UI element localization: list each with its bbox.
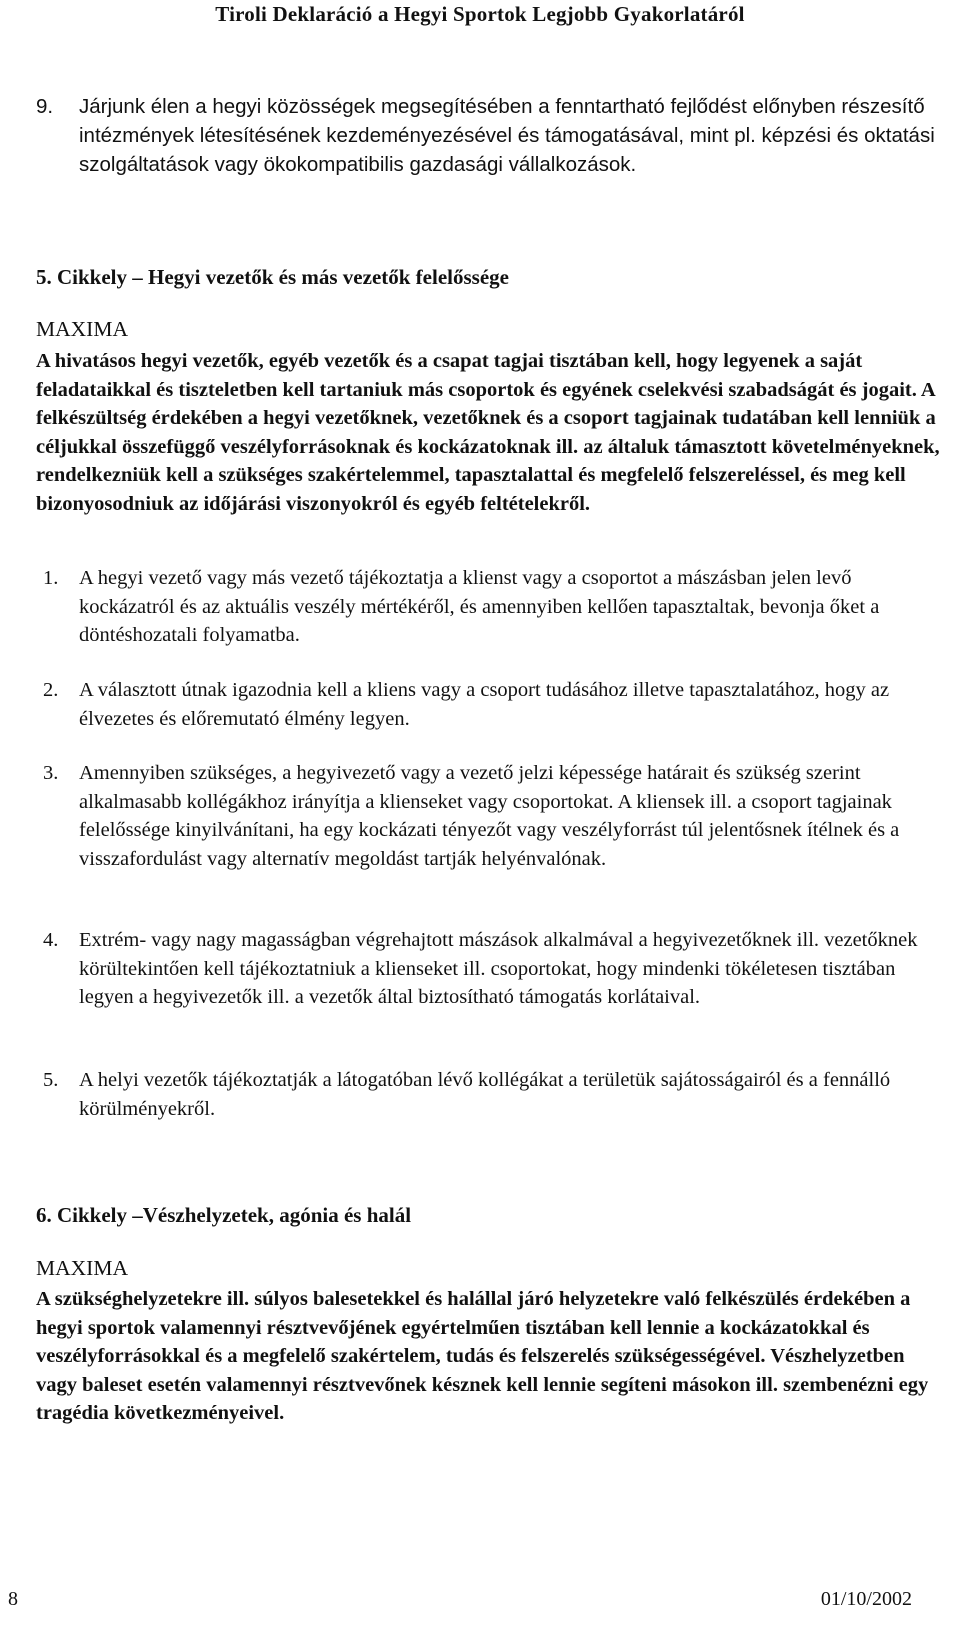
article-5-item-4	[43, 926, 933, 1012]
article-5-heading: 5. Cikkely – Hegyi vezetők és más vezetők felelőssége	[36, 265, 509, 289]
article-5-item-1	[43, 564, 933, 650]
item-text: A hegyi vezető vagy más vezető tájékoztatja a klienst vagy a csoportot a mászásban jelen levő kockázatról és az aktuális veszély mértékéről, és amennyiben kellően tapasztaltak, bevonja őket a döntéshozatali folyamatba.	[79, 567, 880, 646]
footer-page-number: 8	[8, 1588, 18, 1610]
item-text: Extrém- vagy nagy magasságban végrehajtott mászások alkalmával a hegyivezetőknek ill. vezetőknek körültekintően kell tájékoztatniuk a klienseket ill. csoportokat, hogy mindenki tökéletesen tisztában legyen a hegyivezetők ill. a vezetők által biztosítható támogatás korlátaival.	[79, 929, 918, 1008]
article-5-item-2	[43, 676, 933, 733]
item-text: A helyi vezetők tájékoztatják a látogatóban lévő kollégákat a területük sajátosságairól és a fennálló körülményekről.	[79, 1069, 891, 1120]
item-number: 1.	[43, 567, 59, 589]
item-number: 2.	[43, 679, 59, 701]
item-number: 5.	[43, 1069, 59, 1091]
item-number: 3.	[43, 762, 59, 784]
page-header-title: Tiroli Deklaráció a Hegyi Sportok Legjobb Gyakorlatáról	[215, 2, 745, 26]
item-number: 4.	[43, 929, 59, 951]
article-5-maxima-label: MAXIMA	[36, 317, 128, 341]
footer-date: 01/10/2002	[820, 1588, 912, 1610]
article-5-item-3	[43, 759, 933, 873]
article-6-heading: 6. Cikkely –Vészhelyzetek, agónia és halál	[36, 1203, 412, 1227]
article-6-maxima-label: MAXIMA	[36, 1256, 128, 1280]
article-6-maxima-text: A szükséghelyzetekre ill. súlyos balesetekkel és halállal járó helyzetekre való felkészülés érdekében a hegyi sportok valamennyi résztvevőjének egyértelműen tisztában kell lennie a kockázatokkal és veszélyforrásokkal és a megfelelő szakértelem, tudás és felszerelés szükségességével. Vészhelyzetben vagy baleset esetén valamennyi résztvevőnek késznek kell lennie segíteni másokon ill. szembenézni egy tragédia következményeivel.	[36, 1288, 929, 1424]
article-5-item-5	[43, 1066, 933, 1123]
numbered-paragraph-9	[36, 92, 936, 179]
paragraph-text: Járjunk élen a hegyi közösségek megsegítésében a fenntartható fejlődést előnyben részesítő intézmények létesítésének kezdeményezésével és támogatásával, mint pl. képzési és oktatási szolgáltatások vagy ökokompatibilis gazdasági vállalkozások.	[79, 95, 935, 176]
item-text: Amennyiben szükséges, a hegyivezető vagy a vezető jelzi képessége határait és szükség szerint alkalmasabb kollégákhoz irányítja a klienseket vagy csoportokat. A kliensek ill. a csoport tagjainak felelőssége kinyilvánítani, ha egy kockázati tényezőt vagy veszélyforrást túl jelentősnek ítélnek és a visszafordulást vagy alternatív megoldást tartják helyénvalónak.	[79, 762, 900, 870]
item-text: A választott útnak igazodnia kell a kliens vagy a csoport tudásához illetve tapasztalatához, hogy az élvezetes és előremutató élmény legyen.	[79, 679, 890, 730]
article-5-maxima-text: A hivatásos hegyi vezetők, egyéb vezetők és a csapat tagjai tisztában kell, hogy legyenek a saját feladataikkal és tiszteletben kell tartaniuk más csoportok és egyének cselekvési szabadságát és jogait. A felkészültség érdekében a hegyi vezetőknek, vezetőknek és a csoport tagjainak tudatában kell lenniük a céljukkal összefüggő veszélyforrásoknak és kockázatoknak ill. az általuk támasztott követelményeknek, rendelkezniük kell a szükséges szakértelemmel, tapasztalattal és megfelelő felszereléssel, és meg kell bizonyosodniuk az időjárási viszonyokról és egyéb feltételekről.	[36, 350, 940, 515]
paragraph-number: 9.	[36, 95, 54, 118]
